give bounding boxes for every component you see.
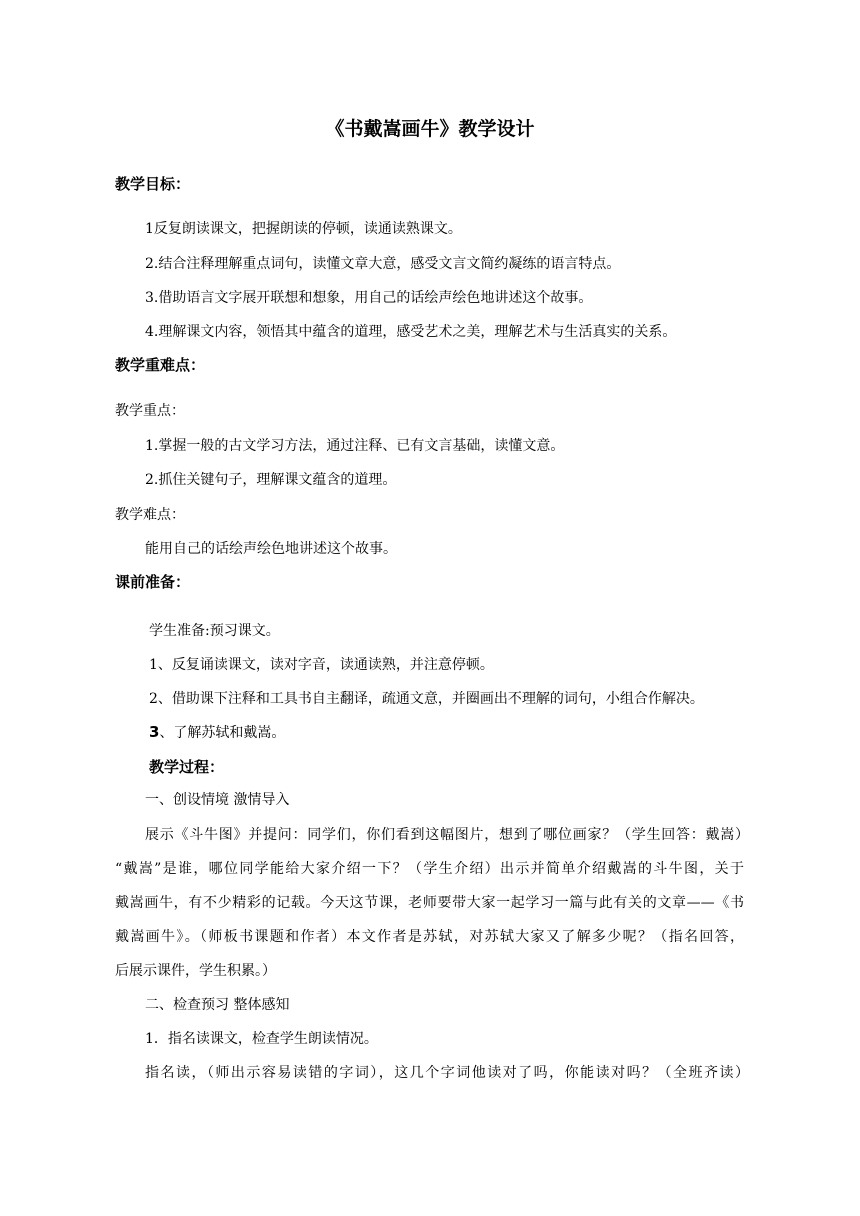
step1-line-3: 戴嵩画牛，有不少精彩的记载。今天这节课，老师要带大家一起学习一篇与此有关的文章——《书 (115, 895, 744, 911)
goal-item-2: 2.结合注释理解重点词句，读懂文章大意，感受文言文简约凝练的语言特点。 (145, 256, 621, 272)
prep-item-3-number: 3 (149, 723, 160, 741)
step2-line: 指名读，（师出示容易读错的字词），这几个字词他读对了吗，你能读对吗？（全班齐读） (145, 1065, 749, 1081)
focus-item-1: 1.掌握一般的古文学习方法，通过注释、已有文言基础，读懂文意。 (145, 438, 565, 454)
prep-item-1: 1、反复诵读课文，读对字音，读通读熟，并注意停顿。 (149, 657, 494, 673)
step1-title: 一、创设情境 激情导入 (145, 792, 290, 808)
goals-heading: 教学目标： (115, 175, 191, 193)
step1-line-5: 后展示课件，学生积累。） (115, 963, 276, 979)
goal-item-1: 1反复朗读课文，把握朗读的停顿，读通读熟课文。 (145, 221, 462, 237)
document-title: 《书戴嵩画牛》教学设计 (325, 118, 535, 140)
process-heading: 教学过程： (149, 758, 225, 776)
prep-item-2: 2、借助课下注释和工具书自主翻译，疏通文意，并圈画出不理解的词句，小组合作解决。 (149, 691, 704, 707)
goal-item-3: 3.借助语言文字展开联想和想象，用自己的话绘声绘色地讲述这个故事。 (145, 290, 593, 306)
prep-heading: 课前准备： (115, 573, 191, 591)
focus-item-2: 2.抓住关键句子，理解课文蕴含的道理。 (145, 472, 397, 488)
step1-line-4: 戴嵩画牛》。（师板书课题和作者）本文作者是苏轼，对苏轼大家又了解多少呢？（指名回答， (115, 929, 744, 945)
focus-label: 教学重点： (115, 403, 185, 419)
difficulty-label: 教学难点： (115, 507, 185, 523)
step2-title: 二、检查预习 整体感知 (145, 997, 290, 1013)
prep-intro: 学生准备:预习课文。 (149, 623, 280, 639)
step1-line-2: “戴嵩”是谁，哪位同学能给大家介绍一下？（学生介绍）出示并简单介绍戴嵩的斗牛图，关于 (115, 861, 744, 877)
prep-item-3-text: 、了解苏轼和戴嵩。 (159, 725, 286, 741)
keypoints-heading: 教学重难点： (115, 356, 206, 374)
difficulty-text: 能用自己的话绘声绘色地讲述这个故事。 (145, 541, 397, 557)
prep-item-3 (149, 722, 285, 743)
goal-item-4: 4.理解课文内容，领悟其中蕴含的道理，感受艺术之美，理解艺术与生活真实的关系。 (145, 324, 677, 340)
step2-item-1: 1．指名读课文，检查学生朗读情况。 (145, 1031, 378, 1047)
step1-line-1: 展示《斗牛图》并提问：同学们，你们看到这幅图片，想到了哪位画家？（学生回答：戴嵩） (145, 827, 749, 843)
